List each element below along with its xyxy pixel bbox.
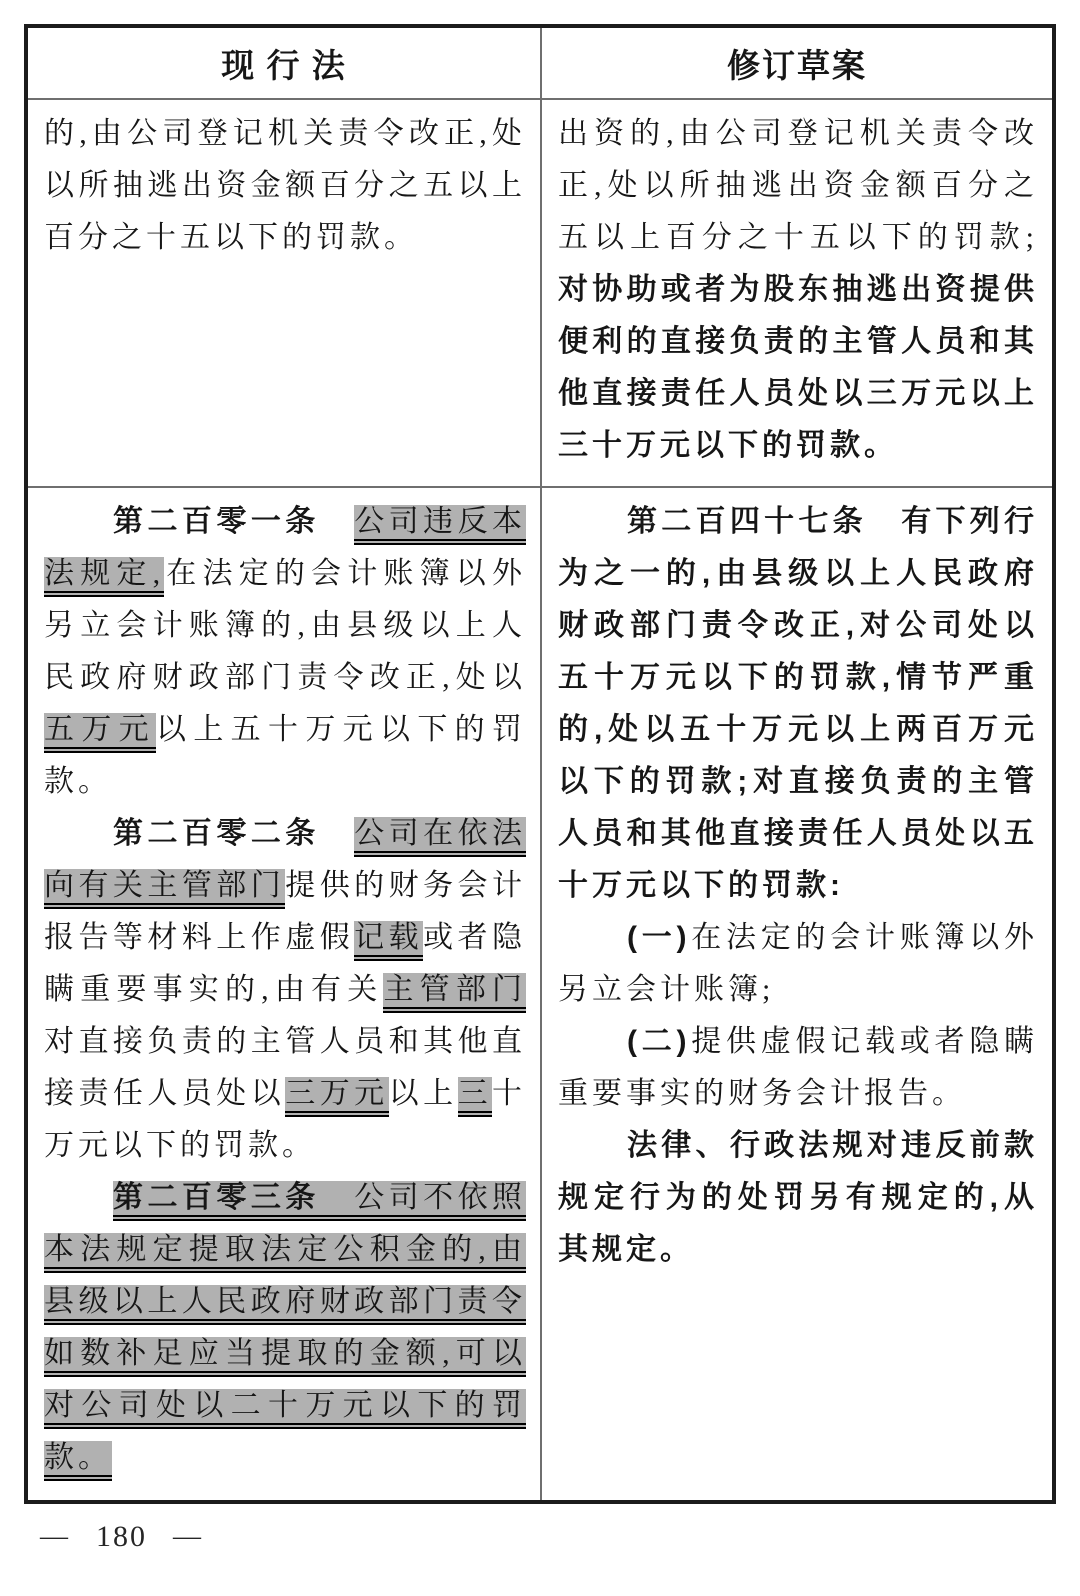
footer-dash-left: — [40,1521,70,1552]
table-cell-left [28,488,540,1500]
footer-dash-right: — [173,1521,203,1552]
text-run: (二) [627,1025,691,1058]
header-current-law: 现 行 法 [221,48,347,85]
text-run: 第二百零一条 [113,505,320,538]
text-run [867,505,901,538]
text-run: 在法定的会计账簿以外另立会计账簿的,由县级以上人民政府财政部门责令改正,处以 [44,557,527,694]
header-revision-draft: 修订草案 [540,28,1052,98]
page-footer [40,1520,203,1554]
highlighted-text-run: 主管部门 [383,973,526,1013]
table-body [28,100,1052,1500]
table-row [28,486,1052,1500]
table-cell-right [540,100,1052,486]
highlighted-text-run: 记载 [354,921,423,961]
paragraph [44,808,526,1172]
highlighted-text-run: 公司不依照本法规定提取法定公积金的,由县级以上人民政府财政部门责令如数补足应当提取的金额,可以对公司处以二十万元以下的罚款。 [44,1181,526,1481]
text-run: 出资的,由公司登记机关责令改正,处以所抽逃出资金额百分之五以上百分之十五以下的罚款; [558,117,1038,254]
text-run: 第二百四十七条 [627,505,867,538]
text-run: 对协助或者为股东抽逃出资提供便利的直接负责的主管人员和其他直接责任人员处以三万元以上三十万元以下的罚款。 [558,273,1038,462]
paragraph [44,108,526,264]
paragraph [558,912,1038,1016]
text-run: 或者隐瞒重要事实的,由有关 [44,921,527,1006]
table-cell-left [28,100,540,486]
paragraph [558,1120,1038,1276]
highlighted-text-run: 三万元 [285,1077,388,1117]
comparison-table [24,24,1056,1504]
paragraph [558,496,1038,912]
text-run [320,505,354,538]
highlighted-text-run: 第二百零三条 [113,1181,320,1221]
table-row [28,100,1052,486]
highlighted-text-run [320,1181,354,1221]
text-run: 以上 [388,1077,458,1110]
table-cell-right [540,488,1052,1500]
paragraph [558,108,1038,472]
text-run: 有下列行为之一的,由县级以上人民政府财政部门责令改正,对公司处以五十万元以下的罚款,情节严重的,处以五十万元以上两百万元以下的罚款;对直接负责的主管人员和其他直接责任人员处以五十万元以下的罚款: [558,505,1039,902]
highlighted-text-run: 三 [458,1077,492,1117]
table-header-row [28,28,1052,100]
text-run: 的,由公司登记机关责令改正,处以所抽逃出资金额百分之五以上百分之十五以下的罚款。 [44,117,526,254]
text-run: 对直接负责的主管人员和其他直接责任人员处以 [44,1025,526,1110]
highlighted-text-run: 五万元 [44,713,156,753]
highlighted-text-run: 公司在依法向有关主管部门 [44,817,526,909]
text-run: 第二百零二条 [113,817,320,850]
text-run: 在法定的会计账簿以外另立会计账簿; [558,921,1038,1006]
paragraph [44,496,526,808]
text-run: 以上五十万元以下的罚款。 [44,713,526,798]
text-run [320,817,354,850]
highlighted-text-run: 公司违反本法规定, [44,505,526,597]
text-run: 提供的财务会计报告等材料上作虚假 [44,869,527,954]
text-run: 十万元以下的罚款。 [44,1077,527,1162]
text-run: 提供虚假记载或者隐瞒重要事实的财务会计报告。 [558,1025,1038,1110]
text-run: 法律、行政法规对违反前款规定行为的处罚另有规定的,从其规定。 [558,1129,1038,1266]
paragraph [558,1016,1038,1120]
paragraph [44,1172,526,1484]
text-run: (一) [627,921,691,954]
page-number: 180 [96,1520,147,1553]
